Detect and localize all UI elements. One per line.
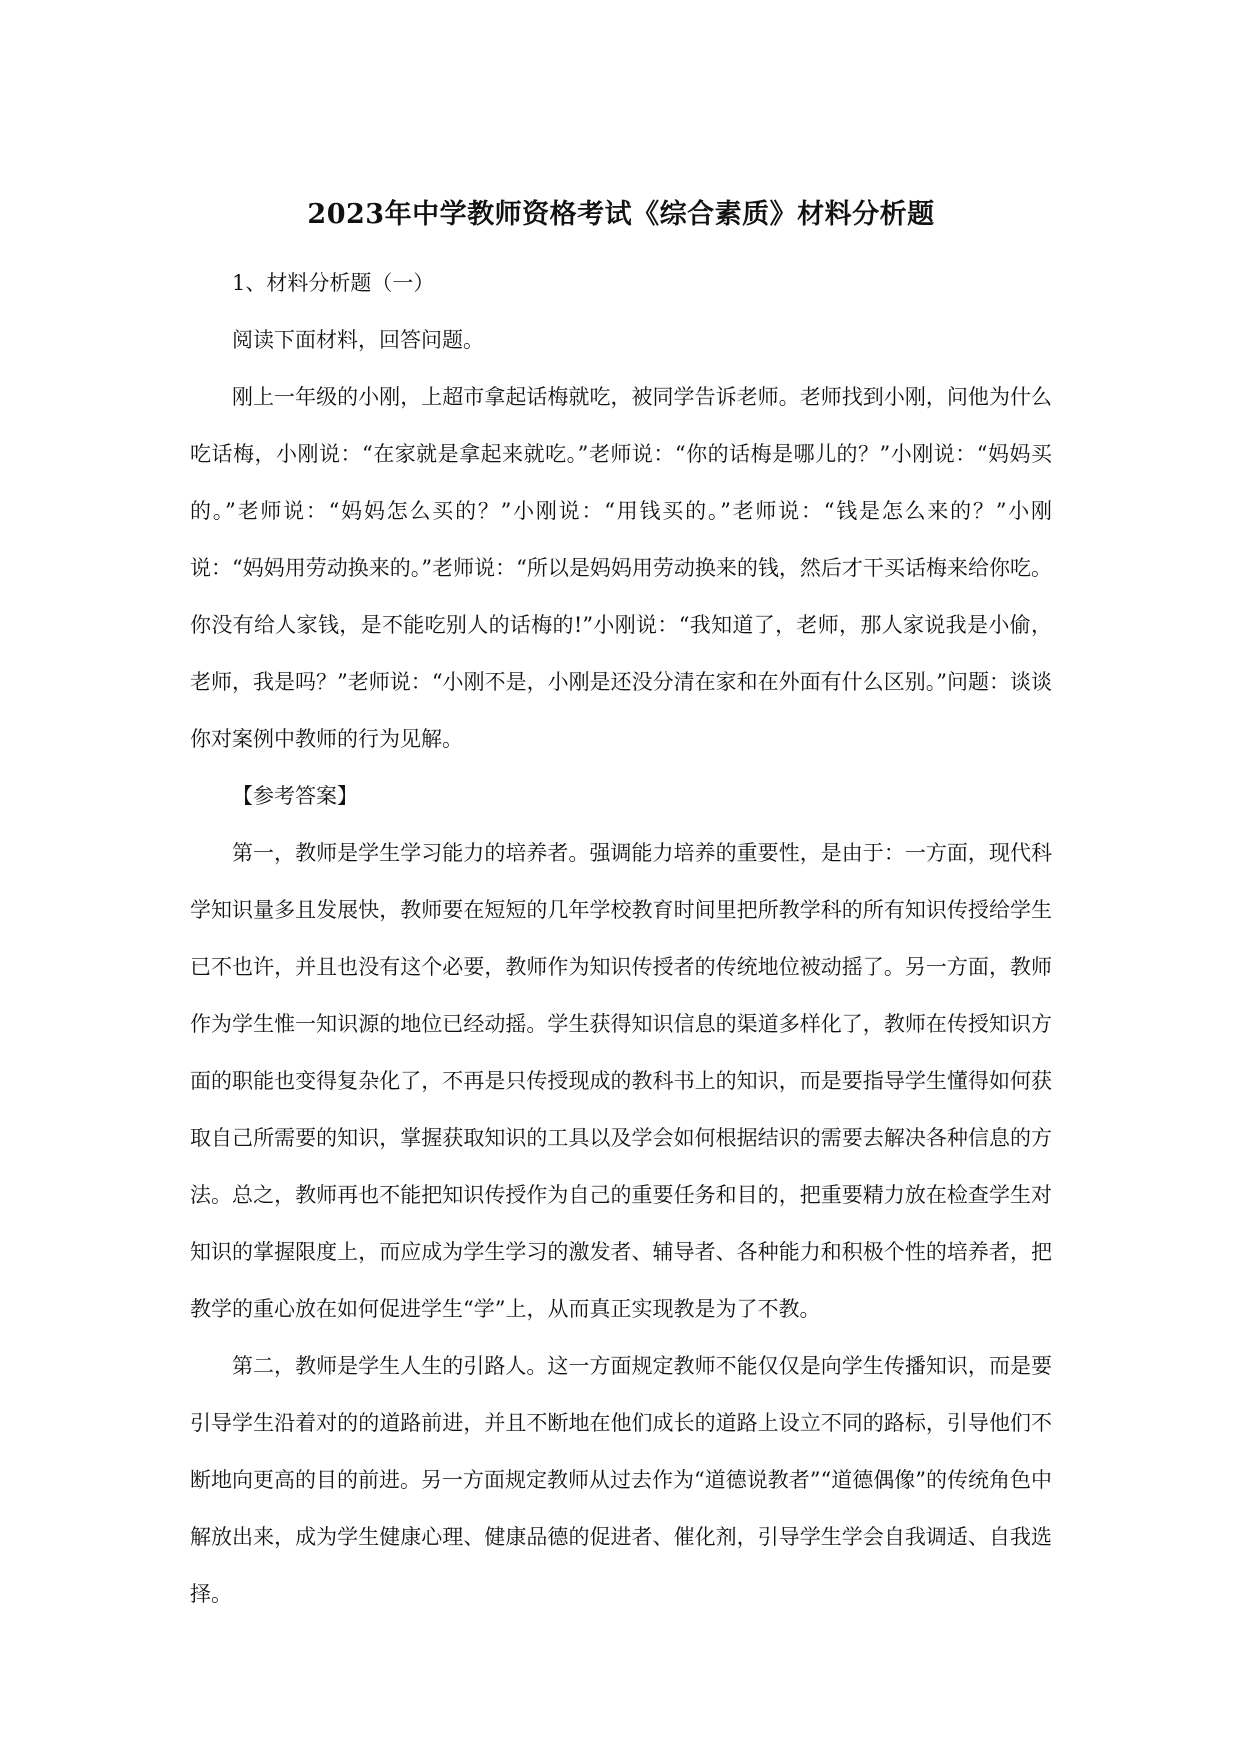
document-page: [190, 195, 1052, 1623]
answer-point-1: 第一，教师是学生学习能力的培养者。强调能力培养的重要性，是由于：一方面，现代科学知识量多且发展快，教师要在短短的几年学校教育时间里把所教学科的所有知识传授给学生已不也许，并且也没有这个必要，教师作为知识传授者的传统地位被动摇了。另一方面，教师作为学生惟一知识源的地位已经动摇。学生获得知识信息的渠道多样化了，教师在传授知识方面的职能也变得复杂化了，不再是只传授现成的教科书上的知识，而是要指导学生懂得如何获取自己所需要的知识，掌握获取知识的工具以及学会如何根据结识的需要去解决各种信息的方法。总之，教师再也不能把知识传授作为自己的重要任务和目的，把重要精力放在检查学生对知识的掌握限度上，而应成为学生学习的激发者、辅导者、各种能力和积极个性的培养者，把教学的重心放在如何促进学生“学”上，从而真正实现教是为了不教。: [190, 841, 1052, 1321]
document-title: 2023年中学教师资格考试《综合素质》材料分析题: [307, 199, 935, 230]
question-heading: 1、材料分析题（一）: [232, 271, 435, 295]
answer-point-2: 第二，教师是学生人生的引路人。这一方面规定教师不能仅仅是向学生传播知识，而是要引导学生沿着对的的道路前进，并且不断地在他们成长的道路上设立不同的路标，引导他们不断地向更高的目的前进。另一方面规定教师从过去作为“道德说教者”“道德偶像”的传统角色中解放出来，成为学生健康心理、健康品德的促进者、催化剂，引导学生学会自我调适、自我选择。: [190, 1354, 1052, 1606]
instruction-text: 阅读下面材料，回答问题。: [232, 328, 484, 352]
answer-heading: 【参考答案】: [232, 784, 358, 808]
material-text: 刚上一年级的小刚，上超市拿起话梅就吃，被同学告诉老师。老师找到小刚，问他为什么吃话梅，小刚说：“在家就是拿起来就吃。”老师说：“你的话梅是哪儿的？”小刚说：“妈妈买的。”老师说：“妈妈怎么买的？”小刚说：“用钱买的。”老师说：“钱是怎么来的？”小刚说：“妈妈用劳动换来的。”老师说：“所以是妈妈用劳动换来的钱，然后才干买话梅来给你吃。你没有给人家钱，是不能吃别人的话梅的!”小刚说：“我知道了，老师，那人家说我是小偷，老师，我是吗？”老师说：“小刚不是，小刚是还没分清在家和在外面有什么区别。”问题：谈谈你对案例中教师的行为见解。: [190, 385, 1052, 751]
